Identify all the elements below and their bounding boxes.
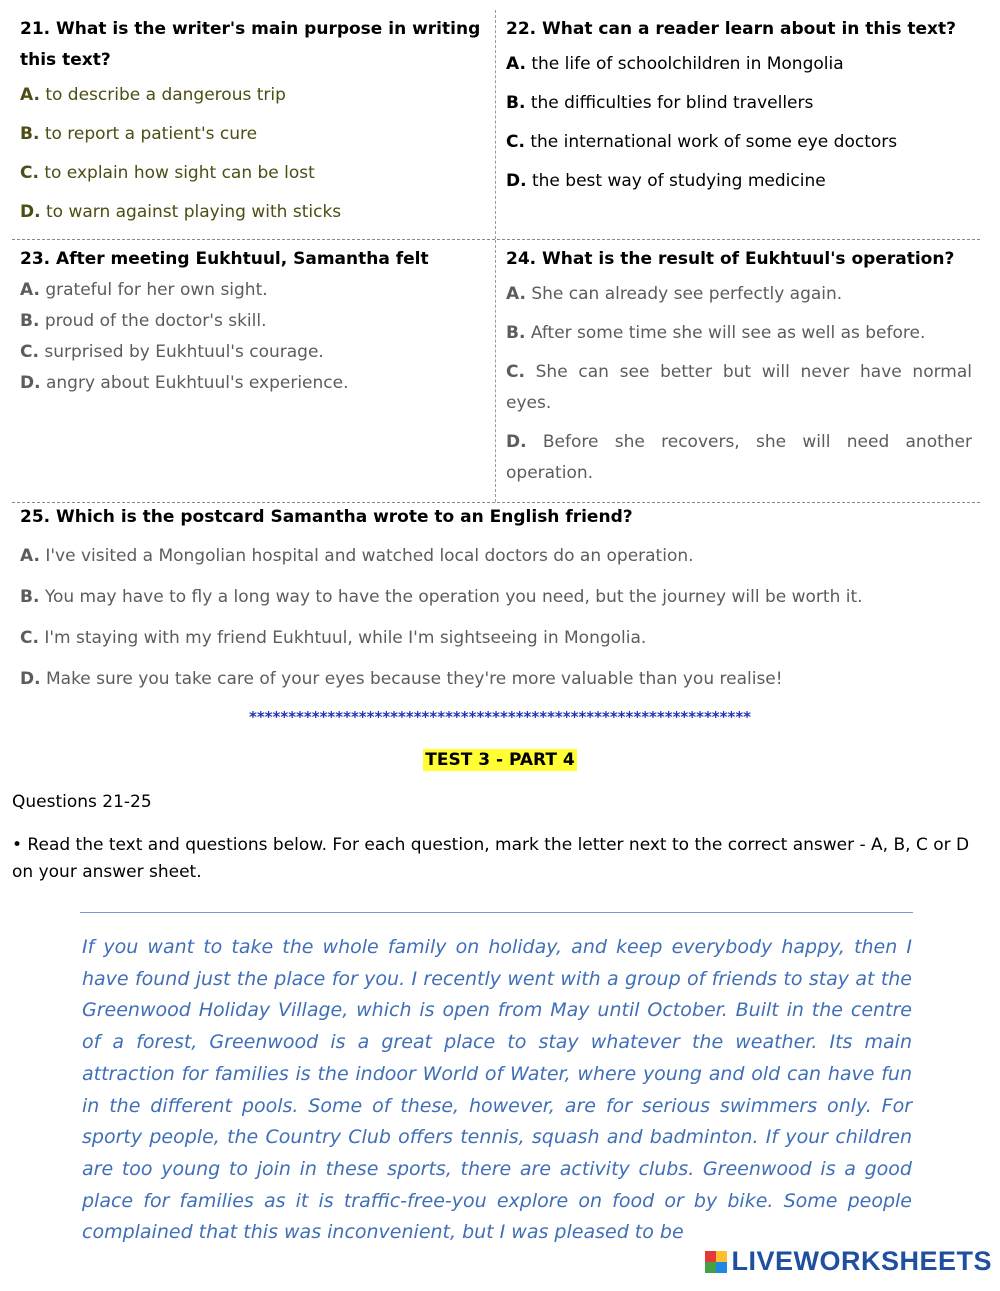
q24-option-a[interactable]: A. She can already see perfectly again. <box>506 284 843 304</box>
question-24-text: 24. What is the result of Eukhtuul's operation? <box>506 249 955 269</box>
q22-option-c[interactable]: C. the international work of some eye doctors <box>506 132 898 152</box>
logo-icon <box>705 1251 727 1273</box>
reading-passage: If you want to take the whole family on holiday, and keep everybody happy, then I have found just the place for you. I recently went with a group of friends to stay at the Greenwood Holiday Village, which is open from May until October. Built in the centre of a forest, Greenwood is a great place to stay whatever the weather. Its main attraction for families is the indoor World of Water, where young and old can have fun in the different pools. Some of these, however, are for serious swimmers only. For sporty people, the Country Club offers tennis, squash and badminton. If your children are too young to join in these sports, there are activity clubs. Greenwood is a good place for families as it is traffic-free-you explore on food or by bike. Some people complained that this was inconvenient, but I was pleased to be <box>82 936 912 1244</box>
question-22-text: 22. What can a reader learn about in this text? <box>506 19 957 39</box>
q21-option-d[interactable]: D. to warn against playing with sticks <box>20 202 342 222</box>
questions-table <box>12 10 980 503</box>
table-row <box>12 10 980 240</box>
question-21-text: 21. What is the writer's main purpose in writing this text? <box>20 19 481 70</box>
test-title <box>0 750 1000 770</box>
question-22 <box>496 10 980 239</box>
question-21 <box>12 10 496 239</box>
q25-option-c[interactable]: C. I'm staying with my friend Eukhtuul, while I'm sightseeing in Mongolia. <box>20 628 647 648</box>
instructions: • Read the text and questions below. For each question, mark the letter next to the correct answer - A, B, C or D on your answer sheet. <box>12 835 970 882</box>
liveworksheets-logo <box>705 1246 992 1277</box>
q21-option-b[interactable]: B. to report a patient's cure <box>20 124 258 144</box>
q24-option-b[interactable]: B. After some time she will see as well as before. <box>506 323 926 343</box>
q23-option-a[interactable]: A. grateful for her own sight. <box>20 280 268 300</box>
q23-option-b[interactable]: B. proud of the doctor's skill. <box>20 311 267 331</box>
q22-option-a[interactable]: A. the life of schoolchildren in Mongolia <box>506 54 844 74</box>
q23-option-d[interactable]: D. angry about Eukhtuul's experience. <box>20 373 349 393</box>
q25-option-b[interactable]: B. You may have to fly a long way to have the operation you need, but the journey will be worth it. <box>20 587 863 607</box>
question-23-text: 23. After meeting Eukhtuul, Samantha felt <box>20 249 429 269</box>
questions-range: Questions 21-25 <box>12 792 152 812</box>
q22-option-b[interactable]: B. the difficulties for blind travellers <box>506 93 814 113</box>
q24-option-c[interactable]: C. She can see better but will never have normal eyes. <box>506 362 972 413</box>
q23-option-c[interactable]: C. surprised by Eukhtuul's courage. <box>20 342 324 362</box>
question-24 <box>496 240 980 502</box>
q21-option-c[interactable]: C. to explain how sight can be lost <box>20 163 315 183</box>
q22-option-d[interactable]: D. the best way of studying medicine <box>506 171 826 191</box>
star-separator: **************************************************************** <box>248 708 752 726</box>
q25-option-a[interactable]: A. I've visited a Mongolian hospital and watched local doctors do an operation. <box>20 546 694 566</box>
table-row <box>12 240 980 503</box>
logo-text: LIVEWORKSHEETS <box>731 1246 992 1276</box>
question-25-text: 25. Which is the postcard Samantha wrote to an English friend? <box>20 507 633 527</box>
q25-option-d[interactable]: D. Make sure you take care of your eyes because they're more valuable than you realise! <box>20 669 783 689</box>
test-title-highlight: TEST 3 - PART 4 <box>425 750 575 770</box>
divider <box>80 912 913 913</box>
q24-option-d[interactable]: D. Before she recovers, she will need another operation. <box>506 432 972 483</box>
q21-option-a[interactable]: A. to describe a dangerous trip <box>20 85 286 105</box>
question-23 <box>12 240 496 502</box>
question-25 <box>20 502 980 705</box>
